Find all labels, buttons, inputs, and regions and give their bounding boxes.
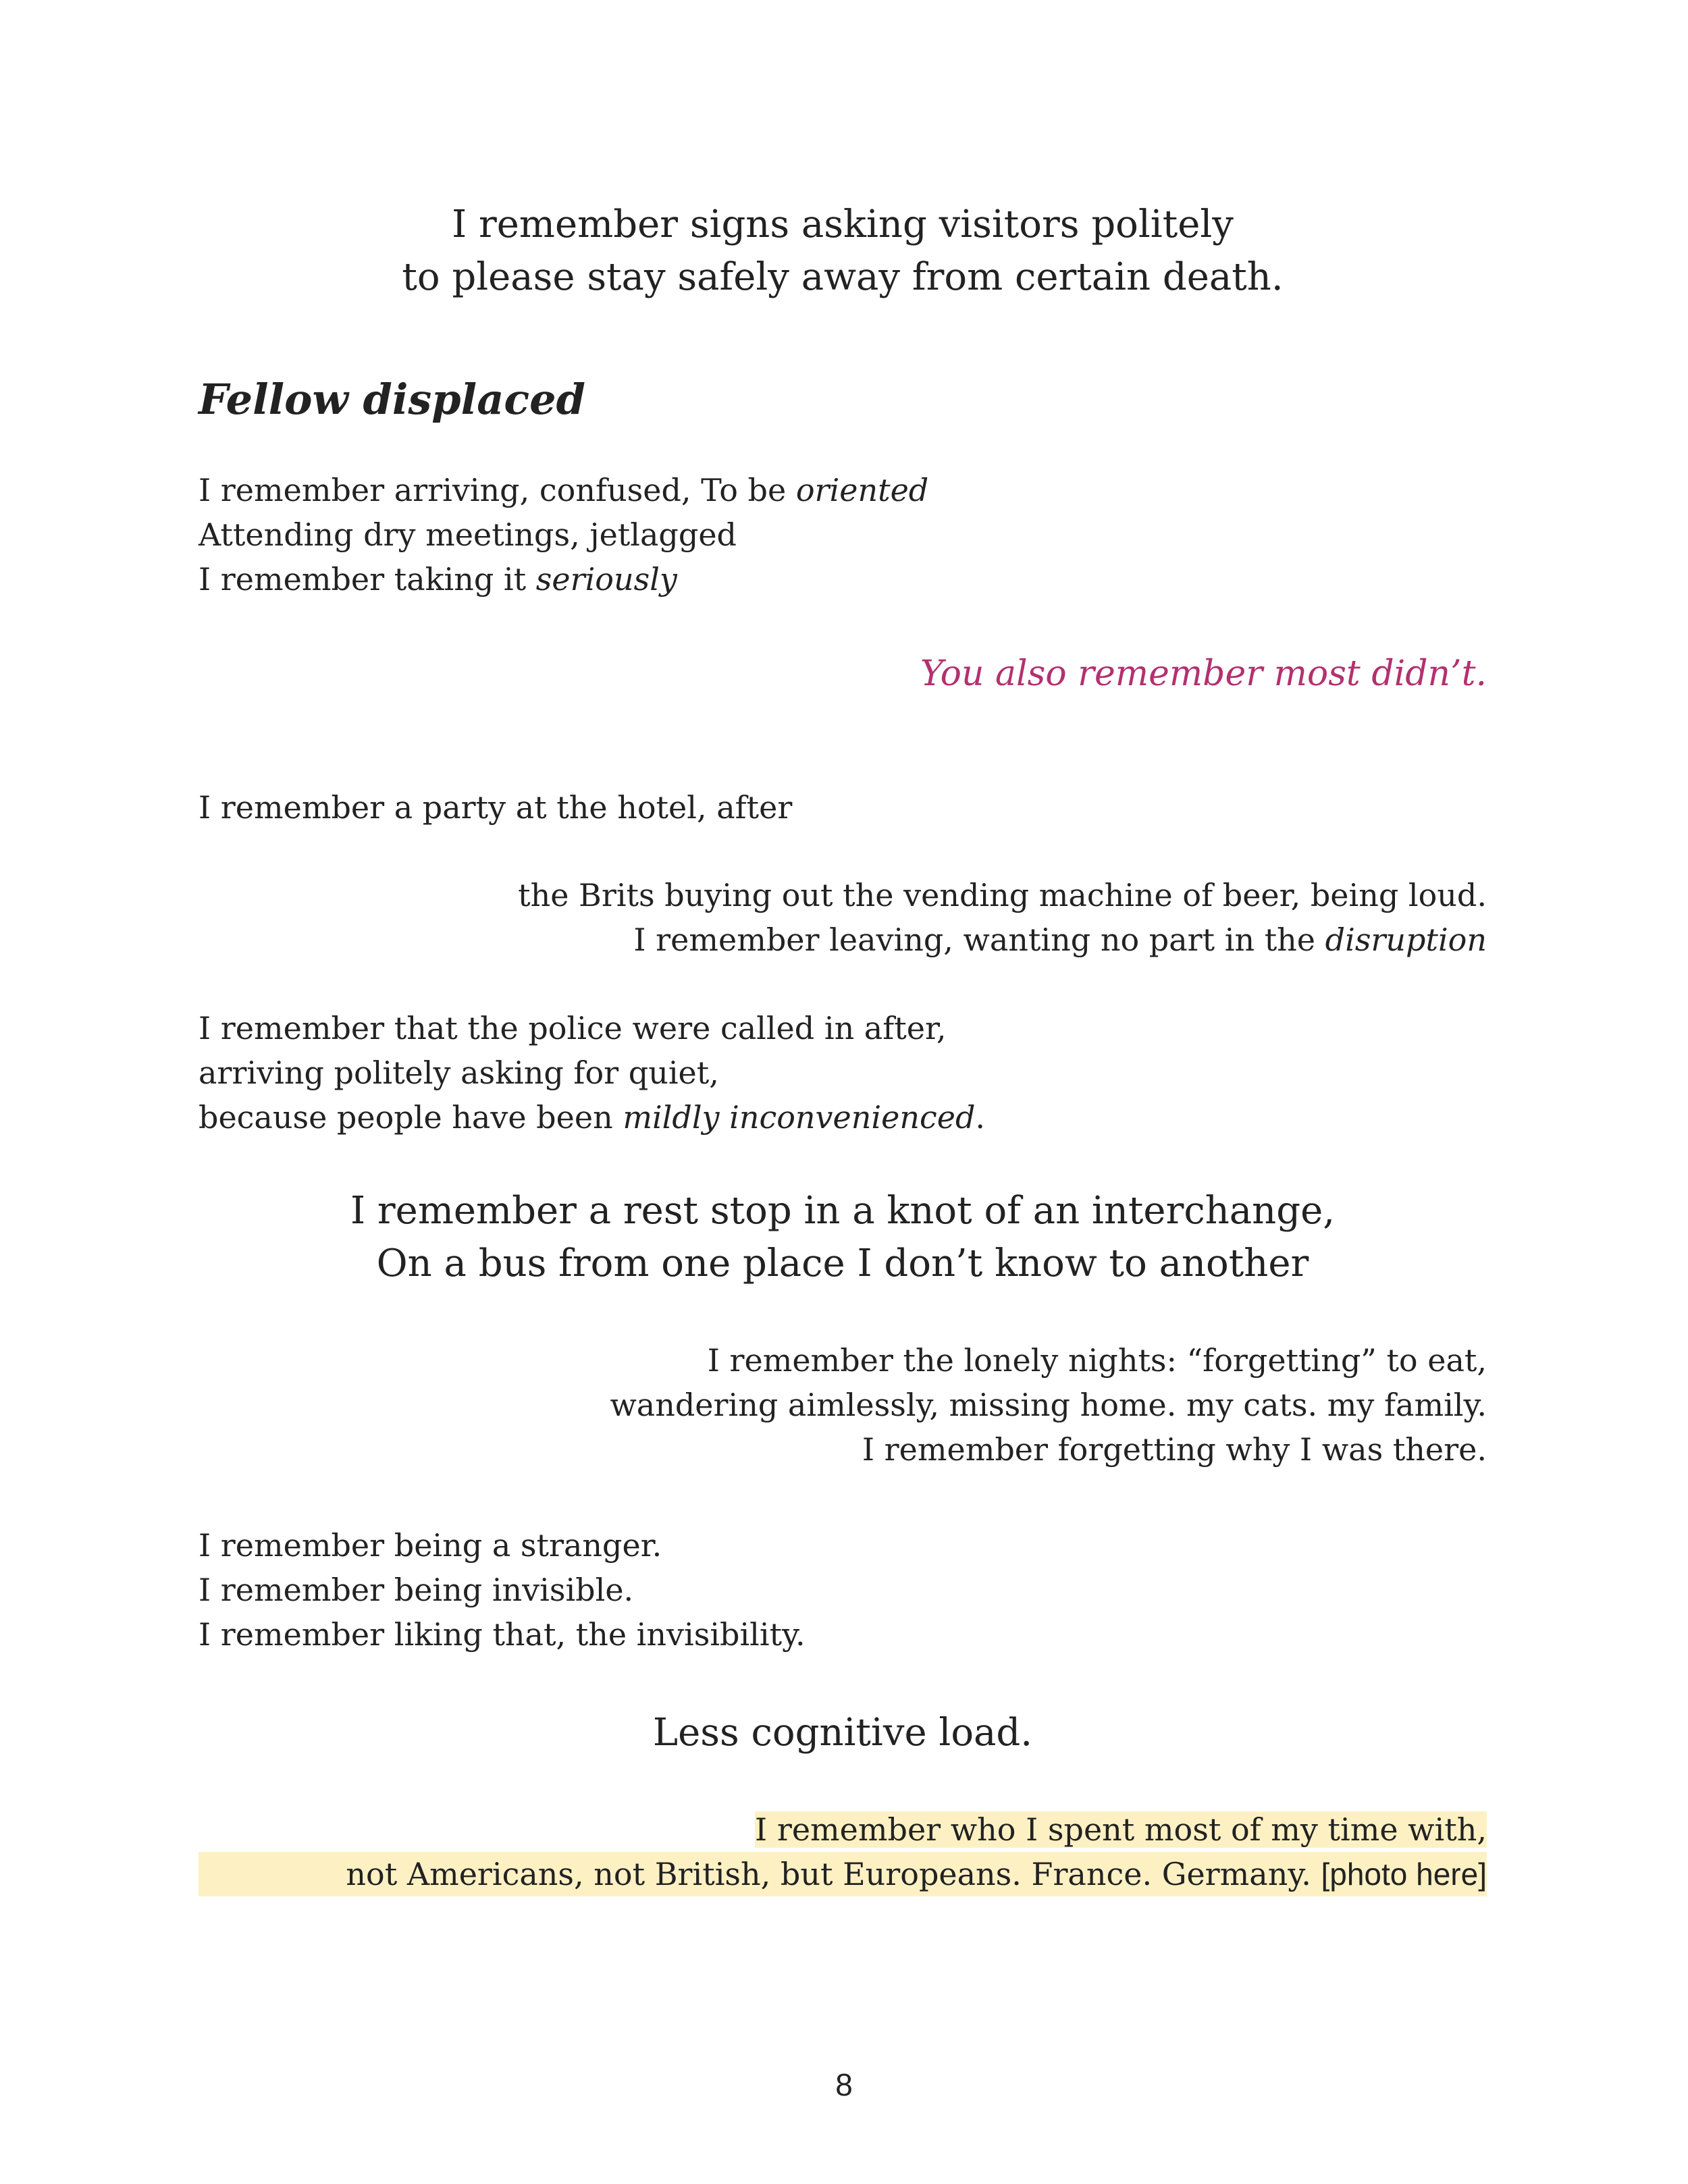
emphasis-text: mildly inconvenienced	[623, 1099, 976, 1136]
emphasis-text: disruption	[1325, 922, 1487, 958]
text-run: .	[975, 1099, 986, 1136]
stanza-police	[199, 1006, 1487, 1140]
photo-placeholder: [photo here]	[1321, 1857, 1487, 1892]
stanza-europeans	[199, 1807, 1487, 1896]
page-number: 8	[835, 2067, 853, 2102]
stanza-line: I remember forgetting why I was there.	[862, 1431, 1487, 1468]
stanza-line	[199, 468, 1487, 512]
text-run: I remember taking it	[199, 561, 536, 597]
stanza-line: I remember being invisible.	[199, 1572, 634, 1608]
stanza-lonely	[199, 1338, 1487, 1472]
emphasis-text: seriously	[535, 561, 677, 597]
stanza-line: On a bus from one place I don’t know to another	[376, 1242, 1309, 1285]
text-run: I remember leaving, wanting no part in the	[633, 922, 1325, 958]
stanza-line	[199, 917, 1487, 962]
text-run: not Americans, not British, but Europeans. France. Germany.	[346, 1856, 1321, 1892]
stanza-reststop	[199, 1185, 1487, 1290]
emphasis-text: oriented	[795, 472, 929, 508]
text-run: I remember arriving, confused, To be	[199, 472, 796, 508]
stanza-line: arriving politely asking for quiet,	[199, 1055, 719, 1091]
text-run: because people have been	[199, 1099, 623, 1136]
stanza-brits	[199, 873, 1487, 962]
stanza-stranger	[199, 1523, 1487, 1657]
stanza-line: I remember that the police were called in after,	[199, 1010, 947, 1046]
aside-note: You also remember most didn’t.	[920, 654, 1487, 694]
party-line: I remember a party at the hotel, after	[199, 789, 793, 826]
stanza-line-highlighted	[199, 1852, 1487, 1896]
stanza-line	[199, 557, 1487, 602]
stanza-arriving	[199, 468, 1487, 602]
stanza-line: I remember the lonely nights: “forgetting” to eat,	[707, 1342, 1487, 1379]
stanza-line: I remember a rest stop in a knot of an interchange,	[350, 1189, 1336, 1233]
stanza-line: Attending dry meetings, jetlagged	[199, 516, 737, 553]
highlighted-text: I remember who I spent most of my time with,	[755, 1811, 1487, 1848]
opening-line-1: I remember signs asking visitors politely	[452, 203, 1234, 246]
opening-couplet	[199, 198, 1487, 304]
stanza-line: I remember liking that, the invisibility.	[199, 1616, 806, 1653]
cognitive-load-line: Less cognitive load.	[652, 1711, 1033, 1755]
stanza-line: the Brits buying out the vending machine of beer, being loud.	[518, 877, 1487, 913]
stanza-line: wandering aimlessly, missing home. my cats. my family.	[610, 1387, 1487, 1423]
opening-line-2: to please stay safely away from certain death.	[402, 255, 1284, 299]
section-heading: Fellow displaced	[199, 375, 585, 424]
stanza-line	[199, 1807, 1487, 1852]
stanza-line	[199, 1095, 1487, 1140]
stanza-line: I remember being a stranger.	[199, 1527, 662, 1564]
